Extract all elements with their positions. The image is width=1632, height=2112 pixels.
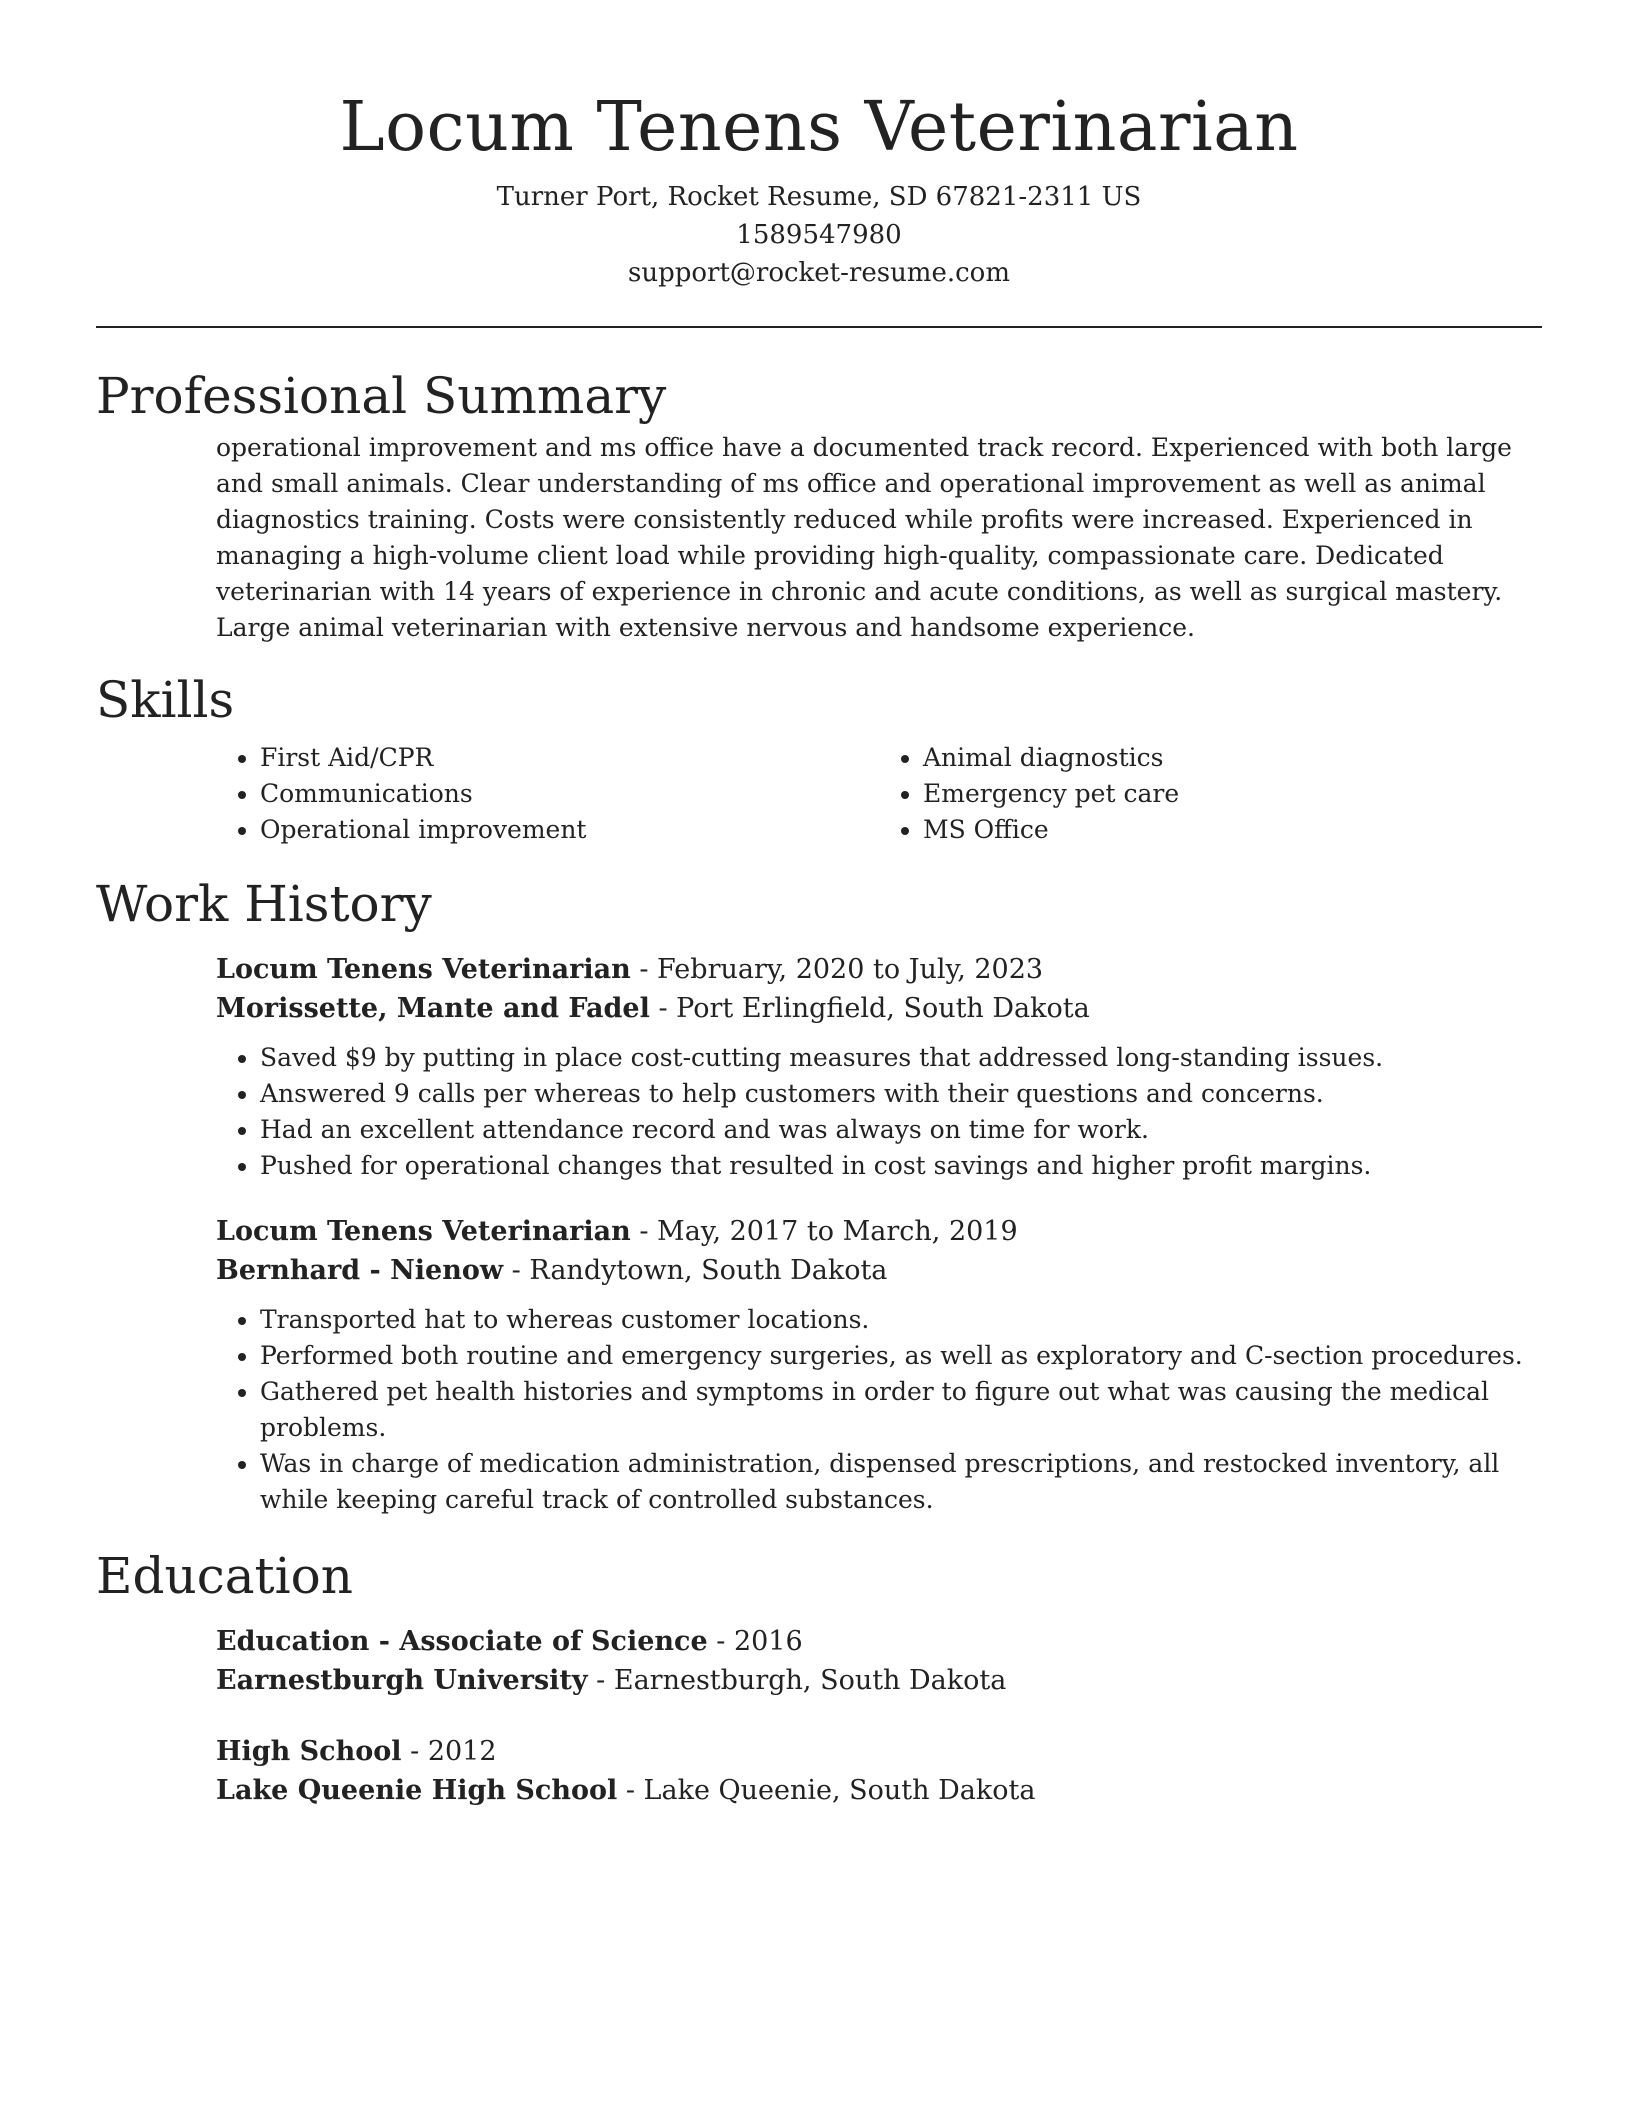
job-location: - Port Erlingfield, South Dakota (649, 993, 1090, 1024)
work-history-heading: Work History (96, 875, 432, 933)
skill-item: • Animal diagnostics (923, 740, 1542, 776)
education-degree-line (216, 1732, 1542, 1771)
education-entry (216, 1732, 1542, 1810)
job-bullet: • Answered 9 calls per whereas to help customers with their questions and concerns. (260, 1076, 1542, 1112)
job-position: Locum Tenens Veterinarian (216, 954, 631, 985)
job-bullet: • Transported hat to whereas customer locations. (260, 1302, 1542, 1338)
resume-page (96, 0, 1542, 1810)
skills-heading: Skills (96, 671, 235, 729)
education-school-line (216, 1771, 1542, 1810)
job-dates: - May, 2017 to March, 2019 (630, 1216, 1018, 1247)
education-school-line (216, 1661, 1542, 1700)
education-degree: Education - Associate of Science (216, 1626, 708, 1657)
job-location: - Randytown, South Dakota (503, 1255, 888, 1286)
skills-column-left (216, 740, 879, 848)
skill-item: • Communications (260, 776, 879, 812)
job-company-line (216, 989, 1542, 1028)
summary-text: operational improvement and ms office have a documented track record. Experienced with both large and small animals. Clear understanding of ms office and operational improvement as well as animal diagnostics training. Costs were consistently reduced while profits were increased. Experienced in managing a high-volume client load while providing high-quality, compassionate care. Dedicated veterinarian with 14 years of experience in chronic and acute conditions, as well as surgical mastery. Large animal veterinarian with extensive nervous and handsome experience. (216, 433, 1512, 642)
skill-item: • First Aid/CPR (260, 740, 879, 776)
job-position: Locum Tenens Veterinarian (216, 1216, 631, 1247)
skills-list (216, 740, 1542, 848)
skill-item: • MS Office (923, 812, 1542, 848)
education-heading: Education (96, 1547, 353, 1605)
job-bullet: • Saved $9 by putting in place cost-cutting measures that addressed long-standing issues. (260, 1040, 1542, 1076)
contact-phone: 1589547980 (736, 220, 902, 250)
skill-item: • Operational improvement (260, 812, 879, 848)
job-bullet: • Performed both routine and emergency surgeries, as well as exploratory and C-section procedures. (260, 1338, 1542, 1374)
education-degree: High School (216, 1736, 402, 1767)
education-entry (216, 1622, 1542, 1700)
header-divider (96, 326, 1542, 328)
contact-info (96, 178, 1542, 292)
contact-address: Turner Port, Rocket Resume, SD 67821-2311 US (496, 182, 1142, 212)
job-dates: - February, 2020 to July, 2023 (630, 954, 1044, 985)
job-bullet: • Pushed for operational changes that resulted in cost savings and higher profit margins. (260, 1148, 1542, 1184)
job-bullet: • Gathered pet health histories and symptoms in order to figure out what was causing the medical problems. (260, 1374, 1542, 1446)
job-entry (216, 1212, 1542, 1518)
job-bullet: • Had an excellent attendance record and was always on time for work. (260, 1112, 1542, 1148)
skills-column-right (879, 740, 1542, 848)
education-location: - Lake Queenie, South Dakota (617, 1775, 1036, 1806)
summary-heading: Professional Summary (96, 367, 667, 425)
education-school: Lake Queenie High School (216, 1775, 618, 1806)
education-year: - 2016 (707, 1626, 803, 1657)
contact-email: support@rocket-resume.com (627, 258, 1010, 288)
education-location: - Earnestburgh, South Dakota (587, 1665, 1007, 1696)
job-company-line (216, 1251, 1542, 1290)
job-bullets (216, 1302, 1542, 1518)
job-entry (216, 950, 1542, 1184)
education-degree-line (216, 1622, 1542, 1661)
education-year: - 2012 (401, 1736, 497, 1767)
job-company: Bernhard - Nienow (216, 1255, 504, 1286)
job-company: Morissette, Mante and Fadel (216, 993, 650, 1024)
resume-header (96, 0, 1542, 292)
skill-item: • Emergency pet care (923, 776, 1542, 812)
job-title-line (216, 1212, 1542, 1251)
job-bullets (216, 1040, 1542, 1184)
job-bullet: • Was in charge of medication administration, dispensed prescriptions, and restocked inventory, all while keeping careful track of controlled substances. (260, 1446, 1542, 1518)
job-title-line (216, 950, 1542, 989)
education-school: Earnestburgh University (216, 1665, 588, 1696)
candidate-name: Locum Tenens Veterinarian (339, 88, 1299, 167)
